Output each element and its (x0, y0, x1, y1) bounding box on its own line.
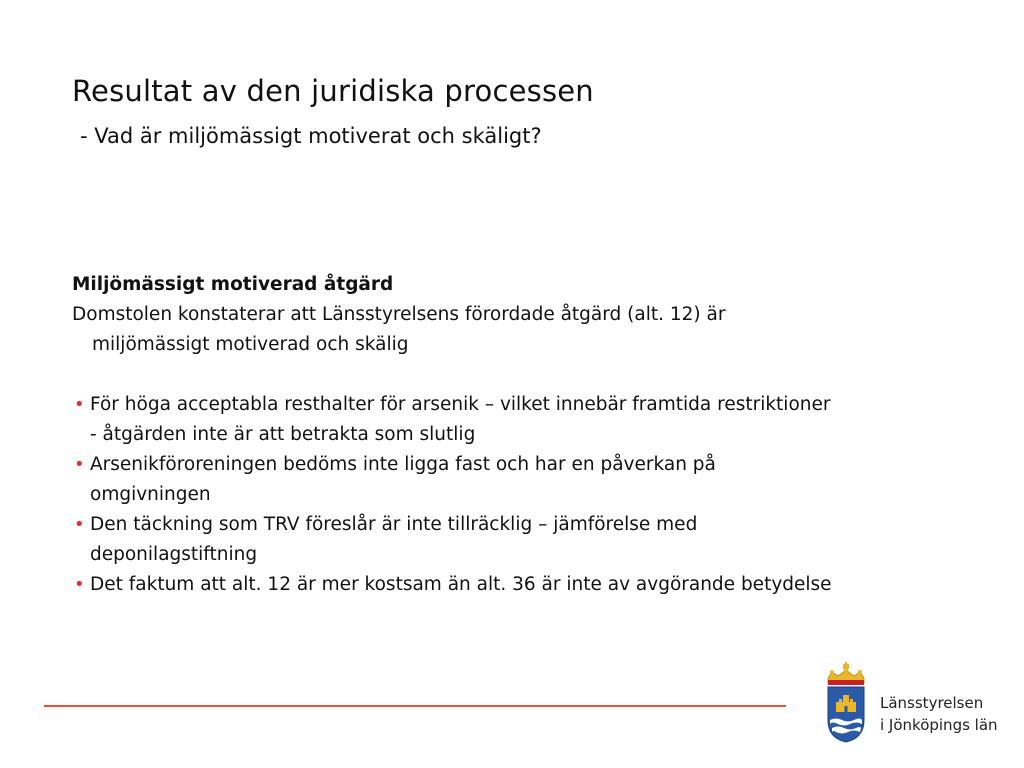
bullet-dot-icon: • (74, 514, 85, 535)
bullet-list (72, 390, 842, 600)
bullet-item (72, 570, 842, 600)
bullet-item (72, 390, 842, 450)
bullet-dot-icon: • (74, 454, 85, 475)
bullet-item (72, 510, 842, 570)
logo-text-line1: Länsstyrelsen (880, 694, 984, 712)
slide-subtitle: - Vad är miljömässigt motiverat och skäligt? (80, 124, 542, 148)
slide-title: Resultat av den juridiska processen (72, 74, 594, 108)
bullet-text: För höga acceptabla resthalter för arsenik – vilket innebär framtida restriktioner - åtgärden inte är att betrakta som slutlig (90, 394, 831, 445)
lansstyrelsen-logo (822, 662, 1012, 746)
coat-of-arms-icon (822, 662, 870, 746)
bullet-dot-icon: • (74, 574, 85, 595)
logo-text-line2: i Jönköpings län (880, 716, 998, 734)
intro-paragraph: Domstolen konstaterar att Länsstyrelsens förordade åtgärd (alt. 12) är miljömässigt motiverad och skälig (72, 304, 726, 355)
bullet-dot-icon: • (74, 394, 85, 415)
footer-rule (44, 705, 786, 707)
bullet-text: Arsenikföroreningen bedöms inte ligga fast och har en påverkan på omgivningen (90, 454, 716, 505)
bullet-item (72, 450, 842, 510)
bullet-text: Den täckning som TRV föreslår är inte tillräcklig – jämförelse med deponilagstiftning (90, 514, 698, 565)
bullet-text: Det faktum att alt. 12 är mer kostsam än alt. 36 är inte av avgörande betydelse (90, 574, 832, 595)
section-heading: Miljömässigt motiverad åtgärd (72, 274, 394, 295)
slide-body (72, 270, 842, 600)
